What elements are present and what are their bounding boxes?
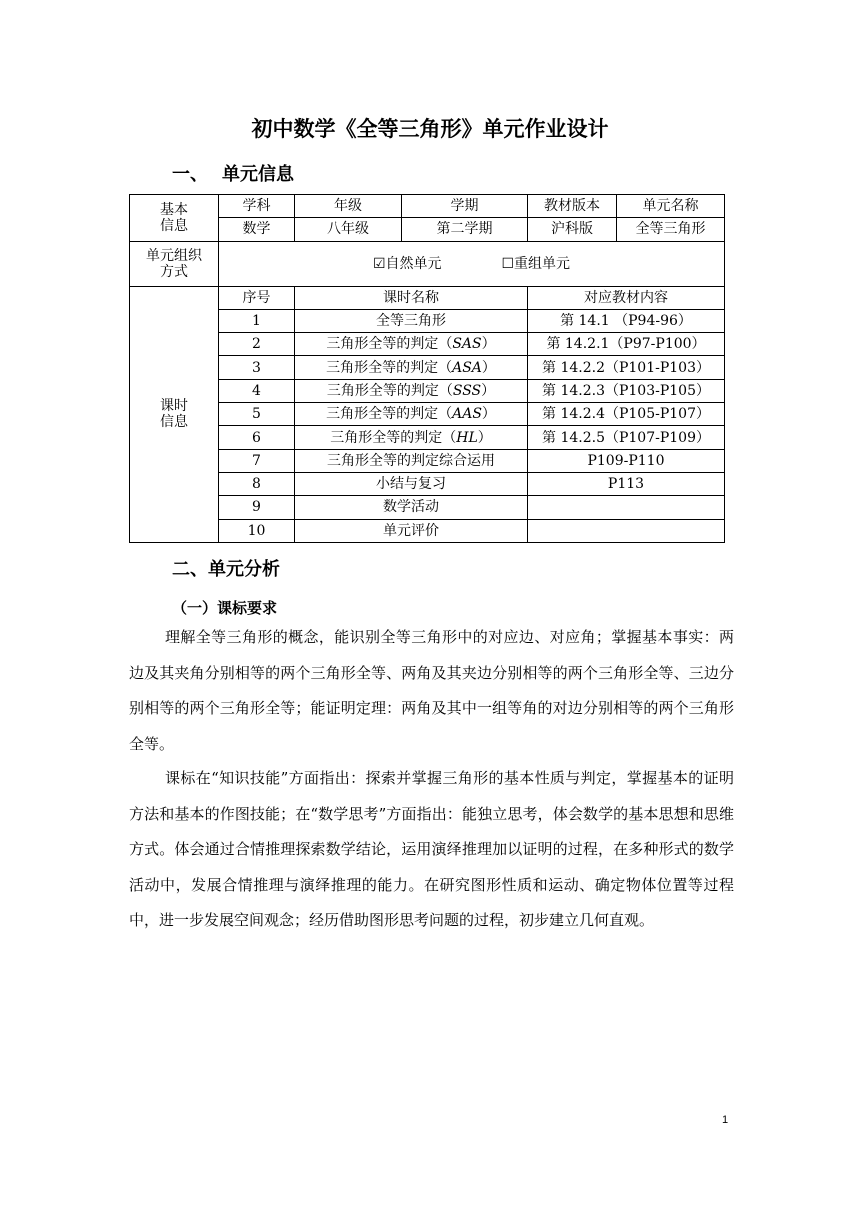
lesson-content (528, 496, 725, 519)
lesson-number: 10 (219, 519, 295, 542)
lesson-name (295, 356, 528, 379)
lesson-name (295, 403, 528, 426)
page-number: 1 (722, 1114, 729, 1126)
header-cell: 学科 (219, 195, 295, 218)
lesson-row (130, 449, 725, 472)
unit-info-table (129, 194, 725, 543)
lesson-number: 2 (219, 333, 295, 356)
lesson-number: 9 (219, 496, 295, 519)
lesson-content: P113 (528, 472, 725, 495)
header-cell: 年级 (295, 195, 402, 218)
lesson-name-text: 三角形全等的判定（ (326, 336, 453, 353)
value-cell: 沪科版 (528, 218, 617, 241)
lesson-name (295, 333, 528, 356)
lesson-name (295, 519, 528, 542)
subsection-heading-standards: （一）课标要求 (172, 599, 278, 617)
closing-paren: ） (481, 336, 496, 353)
lesson-name (295, 426, 528, 449)
header-cell: 教材版本 (528, 195, 617, 218)
lesson-number: 8 (219, 472, 295, 495)
paragraph: 理解全等三角形的概念，能识别全等三角形中的对应边、对应角；掌握基本事实：两边及其夹角分别相等的两个三角形全等、两角及其夹边分别相等的两个三角形全等、三边分别相等的两个三角形全等；能证明定理：两角及其中一组等角的对边分别相等的两个三角形全等。 (129, 628, 734, 753)
lesson-content: 第 14.2.1（P97-P100） (528, 333, 725, 356)
criterion-abbr: AAS (452, 406, 482, 423)
lesson-name-text: 单元评价 (383, 522, 439, 539)
lesson-content (528, 519, 725, 542)
lesson-name (295, 496, 528, 519)
value-cell: 八年级 (295, 218, 402, 241)
lesson-row (130, 379, 725, 402)
lesson-name-text: 三角形全等的判定（ (326, 359, 453, 376)
lesson-content: 第 14.1 （P94-96） (528, 309, 725, 332)
lesson-name-text: 数学活动 (383, 499, 439, 516)
lesson-content: 第 14.2.2（P101-P103） (528, 356, 725, 379)
criterion-abbr: SAS (452, 336, 482, 353)
lesson-name-text: 全等三角形 (376, 313, 446, 330)
lesson-number: 6 (219, 426, 295, 449)
basic-info-label: 基本信息 (130, 195, 219, 242)
paragraph: 课标在“知识技能”方面指出：探索并掌握三角形的基本性质与判定，掌握基本的证明方法和基本的作图技能；在“数学思考”方面指出：能独立思考，体会数学的基本思想和思维方式。体会通过合情推理探索数学结论，运用演绎推理加以证明的过程，在多种形式的数学活动中，发展合情推理与演绎推理的能力。在研究图形性质和运动、确定物体位置等过程中，进一步发展空间观念；经历借助图形思考问题的过程，初步建立几何直观。 (129, 769, 734, 929)
lesson-number: 5 (219, 403, 295, 426)
header-cell: 单元名称 (617, 195, 725, 218)
lesson-row (130, 333, 725, 356)
lesson-name (295, 379, 528, 402)
value-cell: 第二学期 (402, 218, 528, 241)
lesson-row (130, 472, 725, 495)
section-number: 一、 (172, 164, 208, 185)
lesson-name-text: 三角形全等的判定综合运用 (327, 452, 495, 469)
criterion-abbr: ASA (452, 359, 482, 376)
lesson-row (130, 496, 725, 519)
lesson-content: 第 14.2.3（P103-P105） (528, 379, 725, 402)
section-label: 单元信息 (222, 164, 294, 185)
lesson-number: 7 (219, 449, 295, 472)
value-cell: 全等三角形 (617, 218, 725, 241)
lesson-number: 4 (219, 379, 295, 402)
lesson-header: 对应教材内容 (528, 286, 725, 309)
lesson-number: 1 (219, 309, 295, 332)
lesson-content: 第 14.2.5（P107-P109） (528, 426, 725, 449)
document-title: 初中数学《全等三角形》单元作业设计 (251, 117, 609, 141)
natural-unit-checkbox[interactable]: ☑自然单元 (372, 255, 442, 272)
lesson-name-text: 三角形全等的判定（ (326, 406, 453, 423)
lesson-name-text: 三角形全等的判定（ (326, 382, 453, 399)
lesson-content: 第 14.2.4（P105-P107） (528, 403, 725, 426)
lesson-header: 课时名称 (295, 286, 528, 309)
header-cell: 学期 (402, 195, 528, 218)
lesson-name-text: 三角形全等的判定（ (330, 429, 457, 446)
lesson-row (130, 309, 725, 332)
lesson-row (130, 403, 725, 426)
section-heading-unit-info (172, 160, 294, 186)
lesson-row (130, 519, 725, 542)
lesson-name (295, 309, 528, 332)
lesson-row (130, 426, 725, 449)
org-options (219, 241, 725, 286)
lesson-number: 3 (219, 356, 295, 379)
closing-paren: ） (481, 406, 496, 423)
closing-paren: ） (481, 382, 496, 399)
regroup-unit-checkbox[interactable]: ☐重组单元 (501, 255, 571, 272)
lesson-name-text: 小结与复习 (376, 476, 446, 493)
lesson-content: P109-P110 (528, 449, 725, 472)
lesson-info-label: 课时信息 (130, 286, 219, 542)
criterion-abbr: SSS (452, 382, 482, 399)
section-heading-unit-analysis: 二、单元分析 (172, 559, 280, 580)
closing-paren: ） (481, 359, 496, 376)
value-cell: 数学 (219, 218, 295, 241)
org-label: 单元组织方式 (130, 241, 219, 286)
lesson-header: 序号 (219, 286, 295, 309)
lesson-name (295, 449, 528, 472)
lesson-name (295, 472, 528, 495)
criterion-abbr: HL (456, 429, 478, 446)
lesson-row (130, 356, 725, 379)
closing-paren: ） (477, 429, 492, 446)
